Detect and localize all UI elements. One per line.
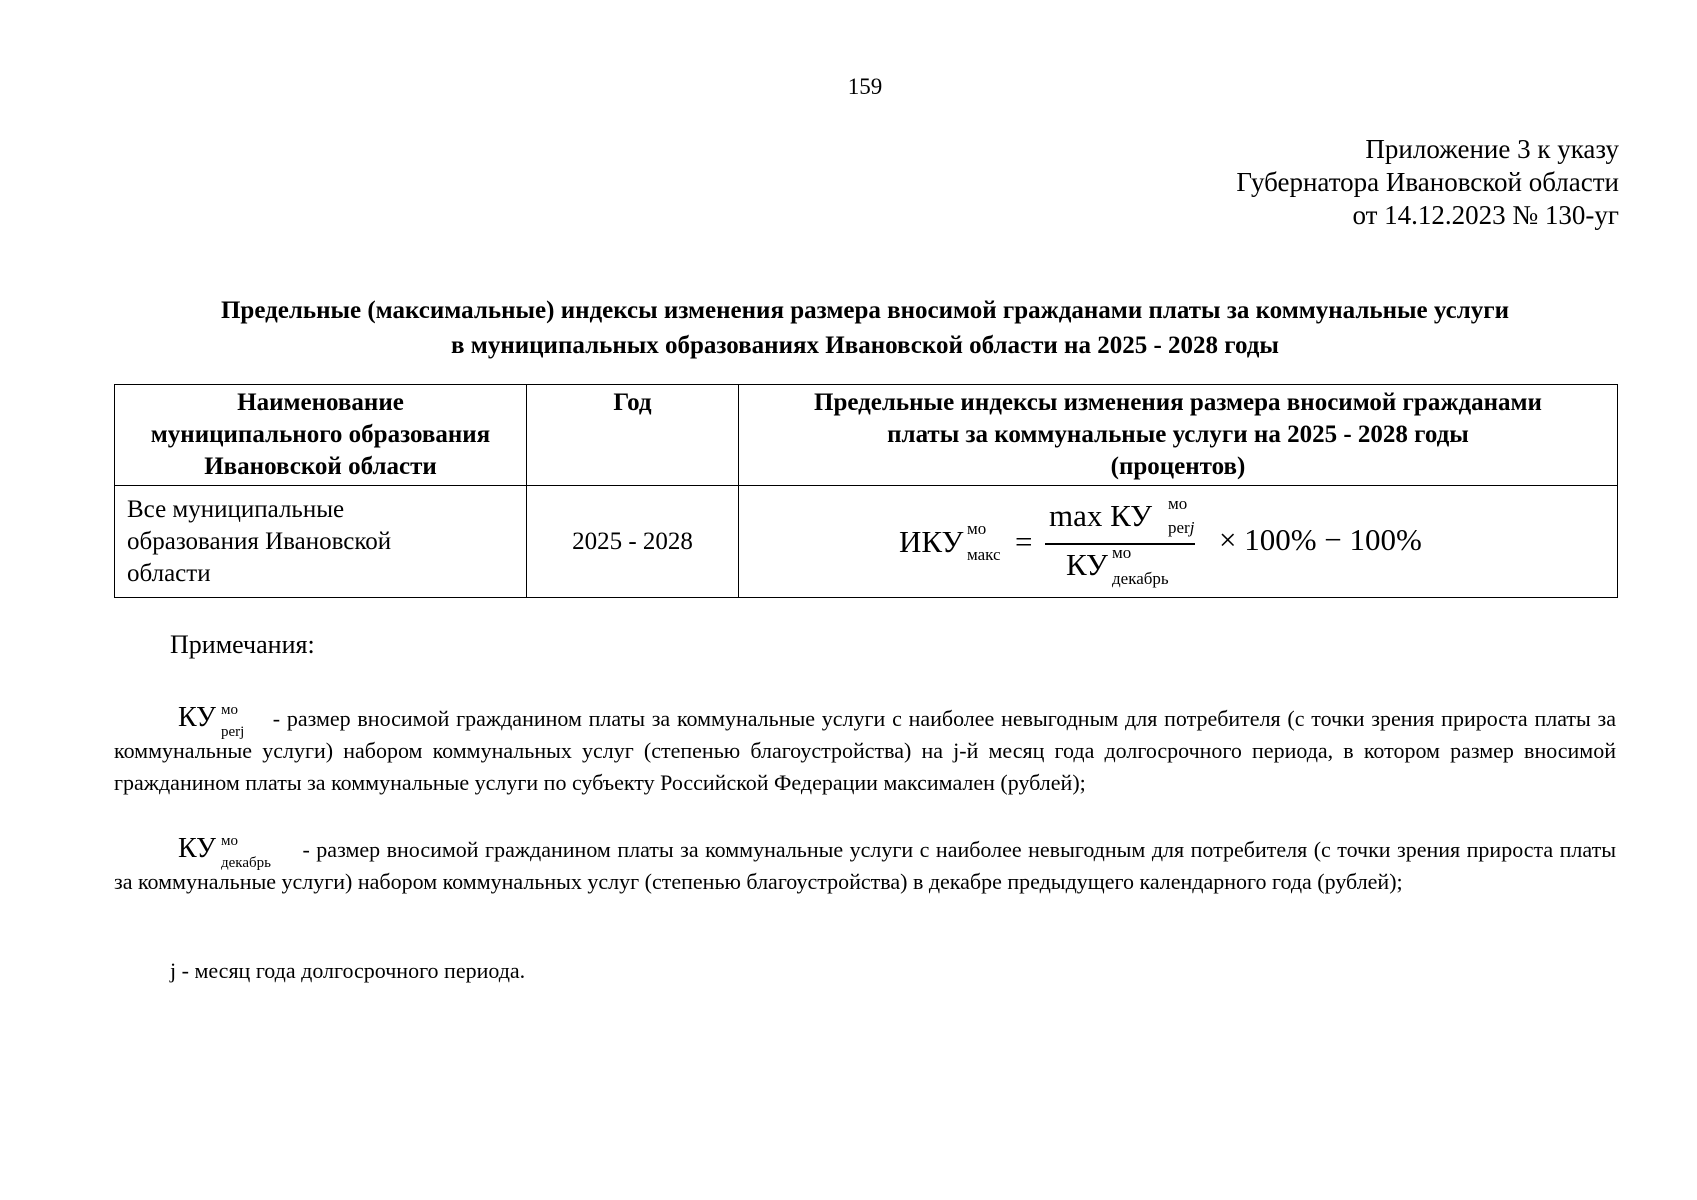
header-municipality-line: Ивановской области (204, 453, 437, 480)
header-indices-line: (процентов) (1110, 453, 1246, 480)
formula-lhs-sub: макс (967, 545, 1001, 564)
note-1-text: - размер вносимой гражданином платы за коммунальные услуги с наиболее невыгодным для потребителя (с точки зрения прироста платы за коммунальные услуги) набором коммунальных услуг (степенью благоустройства) на j-й месяц года долгосрочного периода, в котором размер вносимой гражданином платы за коммунальные услуги по субъекту Российской Федерации максимален (рублей); (114, 706, 1616, 795)
header-municipality (115, 385, 527, 486)
formula-equals: = (1015, 524, 1033, 559)
note-2-symbol-sup: мо (221, 833, 238, 849)
indices-table (114, 384, 1618, 598)
note-2-text: - размер вносимой гражданином платы за коммунальные услуги с наиболее невыгодным для потребителя (с точки зрения прироста платы за коммунальные услуги) набором коммунальных услуг (степенью благоустройства) в декабре предыдущего календарного года (рублей); (114, 837, 1616, 894)
title-line-1: Предельные (максимальные) индексы изменения размера вносимой гражданами платы за коммунальные услуги (220, 297, 1510, 324)
page-number: 159 (847, 74, 883, 99)
formula (739, 486, 1618, 598)
header-indices-line: платы за коммунальные услуги на 2025 - 2028 годы (887, 421, 1469, 448)
appendix-line-2: Губернатора Ивановской области (1236, 167, 1619, 197)
formula-tail: × 100% − 100% (1219, 522, 1422, 557)
note-1-symbol-text: КУ (178, 702, 216, 733)
cell-municipality-line: образования Ивановской (127, 527, 392, 555)
table-header-row (115, 385, 1618, 486)
header-municipality-line: муниципального образования (150, 421, 491, 448)
appendix-reference (1236, 133, 1619, 232)
note-2-symbol (178, 833, 296, 871)
note-1 (114, 702, 1616, 799)
document-title (116, 293, 1614, 363)
formula-numerator-sub-j: j (1189, 518, 1195, 537)
formula-numerator: max КУ (1049, 498, 1153, 533)
notes-heading: Примечания: (170, 630, 315, 659)
header-year (527, 385, 739, 486)
formula-lhs-sup: мо (967, 519, 987, 538)
formula-numerator-sup: мо (1168, 494, 1188, 513)
formula-denominator-sup: мо (1112, 543, 1132, 562)
cell-municipality-line: Все муниципальные (127, 495, 345, 523)
formula-denominator-sub: декабрь (1112, 569, 1169, 588)
note-3: j - месяц года долгосрочного периода. (170, 958, 526, 983)
note-1-symbol (178, 702, 266, 740)
formula-denominator: КУ (1066, 547, 1109, 582)
formula-numerator-sub (1168, 519, 1194, 536)
header-indices (739, 385, 1618, 486)
formula-numerator-sub-text: per (1168, 518, 1190, 537)
title-line-2: в муниципальных образованиях Ивановской области на 2025 - 2028 годы (451, 332, 1279, 359)
header-indices-line: Предельные индексы изменения размера вносимой гражданами (814, 389, 1542, 416)
note-2-symbol-sub: декабрь (221, 855, 271, 871)
note-2-symbol-text: КУ (178, 833, 216, 864)
note-1-symbol-sup: мо (221, 702, 238, 718)
cell-year: 2025 - 2028 (527, 486, 739, 598)
note-1-symbol-sub: perj (221, 724, 245, 740)
appendix-line-3: от 14.12.2023 № 130-уг (1352, 200, 1619, 230)
header-municipality-line: Наименование (237, 389, 404, 416)
header-year-line: Год (613, 389, 652, 416)
formula-lhs: ИКУ (899, 524, 964, 559)
cell-municipality (115, 486, 527, 598)
appendix-line-1: Приложение 3 к указу (1365, 134, 1619, 164)
table-row (115, 486, 1618, 598)
note-2 (114, 833, 1616, 898)
cell-municipality-line: области (127, 559, 211, 587)
